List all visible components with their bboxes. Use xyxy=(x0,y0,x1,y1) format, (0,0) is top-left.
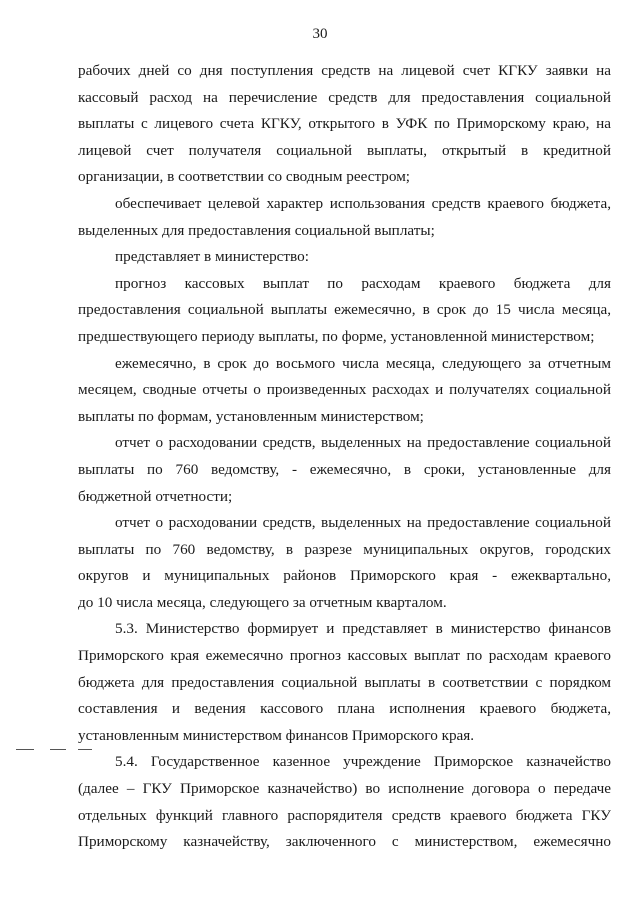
text-line: бюджетной отчетности; xyxy=(78,487,233,505)
text-line: установленным министерством финансов Приморского края. xyxy=(78,726,475,744)
text-line: Приморскому казначейству, заключенного с министерством, ежемесячно xyxy=(78,833,611,851)
text-line: отдельных функций главного распорядителя средств краевого бюджета ГКУ xyxy=(78,806,611,824)
margin-mark xyxy=(16,749,34,750)
text-line: Приморского края ежемесячно прогноз кассовых выплат по расходам краевого xyxy=(78,647,611,665)
page-number: 30 xyxy=(312,26,328,42)
text-line: выплаты по формам, установленным министерством; xyxy=(78,407,424,425)
text-line: прогноз кассовых выплат по расходам краевого бюджета для xyxy=(115,274,611,292)
text-line: (далее – ГКУ Приморское казначейство) во исполнение договора о передаче xyxy=(78,780,611,798)
text-line: месяцем, сводные отчеты о произведенных расходах и получателях социальной xyxy=(78,381,611,399)
text-line: обеспечивает целевой характер использования средств краевого бюджета, xyxy=(115,194,611,212)
text-line: округов и муниципальных районов Приморского края - ежеквартально, xyxy=(78,567,611,585)
text-line: выплаты с лицевого счета КГКУ, открытого в УФК по Приморскому краю, на xyxy=(78,115,611,133)
text-line: предшествующего периоду выплаты, по форме, установленной министерством; xyxy=(78,327,595,345)
text-line: предоставления социальной выплаты ежемесячно, в срок до 15 числа месяца, xyxy=(78,301,611,319)
text-line: до 10 числа месяца, следующего за отчетным кварталом. xyxy=(78,593,447,611)
text-line: ежемесячно, в срок до восьмого числа месяца, следующего за отчетным xyxy=(115,354,611,372)
text-line: 5.4. Государственное казенное учреждение Приморское казначейство xyxy=(115,753,611,771)
text-line: кассовый расход на перечисление средств для предоставления социальной xyxy=(78,88,611,106)
text-line: выплаты по 760 ведомству, в разрезе муниципальных округов, городских xyxy=(78,540,611,558)
text-line: 5.3. Министерство формирует и представляет в министерство финансов xyxy=(115,620,611,638)
text-line: представляет в министерство: xyxy=(115,248,309,266)
text-line: отчет о расходовании средств, выделенных на предоставление социальной xyxy=(115,434,611,452)
text-line: выплаты по 760 ведомству, - ежемесячно, в сроки, установленные для xyxy=(78,460,611,478)
text-line: рабочих дней со дня поступления средств на лицевой счет КГКУ заявки на xyxy=(78,62,611,79)
text-line: лицевой счет получателя социальной выплаты, открытый в кредитной xyxy=(78,141,611,159)
text-line: организации, в соответствии со сводным реестром; xyxy=(78,168,411,186)
margin-mark xyxy=(78,749,92,750)
document-body xyxy=(78,58,611,856)
margin-mark xyxy=(50,749,66,750)
text-line: бюджета для предоставления социальной выплаты в соответствии с порядком xyxy=(78,673,611,691)
text-line: выделенных для предоставления социальной выплаты; xyxy=(78,221,435,239)
margin-marks xyxy=(16,749,116,751)
text-line: составления и ведения кассового плана исполнения краевого бюджета, xyxy=(78,700,611,718)
text-line: отчет о расходовании средств, выделенных на предоставление социальной xyxy=(115,514,611,532)
